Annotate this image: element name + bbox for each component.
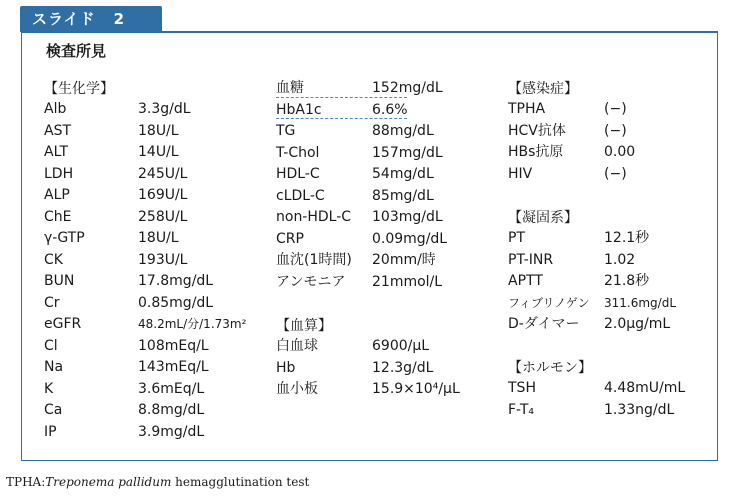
row-value: 0.85mg/dL: [138, 294, 214, 311]
row-label: HDL-C: [276, 166, 320, 182]
row-value: 54mg/dL: [372, 166, 434, 182]
row-value: 169U/L: [138, 187, 188, 203]
row-value: 0.09mg/dL: [372, 230, 448, 247]
section-header-coagulation: 【凝固系】: [508, 210, 578, 226]
row-value: 12.1秒: [604, 230, 650, 246]
row-label: ChE: [44, 208, 72, 225]
row-label: ALP: [44, 187, 70, 203]
row-value: 6.6%: [372, 101, 408, 118]
section-header-hormone: 【ホルモン】: [508, 360, 592, 376]
footnote-rest: hemagglutination test: [171, 475, 310, 489]
row-value: 12.3g/dL: [372, 359, 434, 376]
row-label: APTT: [508, 273, 543, 289]
slide-number: 2: [113, 10, 125, 28]
row-value: 245U/L: [138, 165, 188, 182]
row-value: 20mm/時: [372, 252, 436, 268]
row-label: T-Chol: [276, 144, 320, 161]
row-label: CRP: [276, 230, 304, 247]
row-value: 21mmol/L: [372, 273, 443, 290]
dashed-underline-2: [276, 118, 407, 119]
footnote-italic: Treponema pallidum: [45, 475, 172, 489]
section-header-infection: 【感染症】: [508, 81, 578, 97]
row-label: non-HDL-C: [276, 209, 352, 225]
row-label: TSH: [508, 380, 536, 396]
row-value: 18U/L: [138, 122, 179, 139]
row-label: TG: [276, 123, 296, 139]
row-value: 6900/μL: [372, 338, 430, 354]
row-label: Na: [44, 359, 64, 375]
row-value: 15.9×10⁴/μL: [372, 381, 460, 397]
row-label: アンモニア: [276, 273, 346, 290]
footnote: [6, 475, 309, 489]
footnote-abbr: TPHA:: [6, 475, 46, 489]
row-value: 193U/L: [138, 251, 188, 268]
row-value: (−): [604, 165, 627, 182]
row-value: 88mg/dL: [372, 123, 434, 139]
row-value: 143mEq/L: [138, 359, 209, 375]
row-label: TPHA: [508, 101, 546, 117]
section-header-biochemistry: 【生化学】: [44, 81, 114, 97]
row-value: 2.0μg/mL: [604, 316, 671, 332]
row-label: F-T₄: [508, 401, 534, 418]
section-header-blood-count: 【血算】: [276, 318, 332, 334]
row-label: Cr: [44, 294, 60, 311]
row-label: 血糖: [276, 80, 304, 96]
row-value: 258U/L: [138, 208, 188, 225]
row-label: HBs抗原: [508, 144, 564, 160]
row-value: 48.2mL/分/1.73m²: [138, 317, 247, 331]
dashed-underline-1: [276, 97, 407, 98]
row-value: 1.02: [604, 251, 636, 268]
page-title: 検査所見: [46, 42, 107, 60]
row-value: 21.8秒: [604, 273, 650, 289]
row-value: 14U/L: [138, 144, 179, 160]
row-label: BUN: [44, 273, 75, 289]
row-label: 血沈(1時間): [276, 252, 352, 268]
row-value: (−): [604, 122, 627, 139]
row-label: D-ダイマー: [508, 316, 580, 332]
row-value: 103mg/dL: [372, 209, 443, 225]
row-value: 157mg/dL: [372, 144, 443, 161]
row-label: eGFR: [44, 316, 82, 332]
row-label: Hb: [276, 359, 296, 376]
row-label: cLDL-C: [276, 187, 325, 204]
row-value: 4.48mU/mL: [604, 380, 686, 396]
slide-tab: [20, 6, 162, 32]
row-value: 0.00: [604, 144, 636, 160]
row-value: (−): [604, 101, 627, 117]
row-label: IP: [44, 423, 57, 440]
row-value: 3.6mEq/L: [138, 380, 205, 397]
row-label: HIV: [508, 165, 533, 182]
row-label: LDH: [44, 165, 74, 182]
slide-label: スライド: [32, 10, 96, 28]
row-value: 85mg/dL: [372, 187, 434, 204]
row-value: 108mEq/L: [138, 337, 209, 354]
row-label: HbA1c: [276, 101, 322, 118]
row-label: 血小板: [276, 381, 318, 397]
row-label: PT-INR: [508, 251, 554, 268]
row-label: ALT: [44, 144, 69, 160]
row-value: 311.6mg/dL: [604, 295, 677, 310]
row-value: 1.33ng/dL: [604, 401, 675, 418]
row-label: CK: [44, 251, 63, 268]
row-value: 3.3g/dL: [138, 101, 191, 117]
row-value: 8.8mg/dL: [138, 402, 205, 418]
row-label: γ-GTP: [44, 230, 85, 246]
row-value: 3.9mg/dL: [138, 423, 205, 440]
row-label: 白血球: [276, 338, 318, 354]
row-label: AST: [44, 122, 72, 139]
row-label: HCV抗体: [508, 122, 566, 139]
row-label: PT: [508, 230, 525, 246]
row-value: 152mg/dL: [372, 80, 443, 96]
row-label: フィブリノゲン: [508, 295, 590, 310]
row-label: Cl: [44, 337, 58, 354]
row-label: Ca: [44, 402, 63, 418]
row-value: 17.8mg/dL: [138, 273, 214, 289]
row-label: Alb: [44, 101, 67, 117]
row-value: 18U/L: [138, 230, 179, 246]
row-label: K: [44, 380, 54, 397]
